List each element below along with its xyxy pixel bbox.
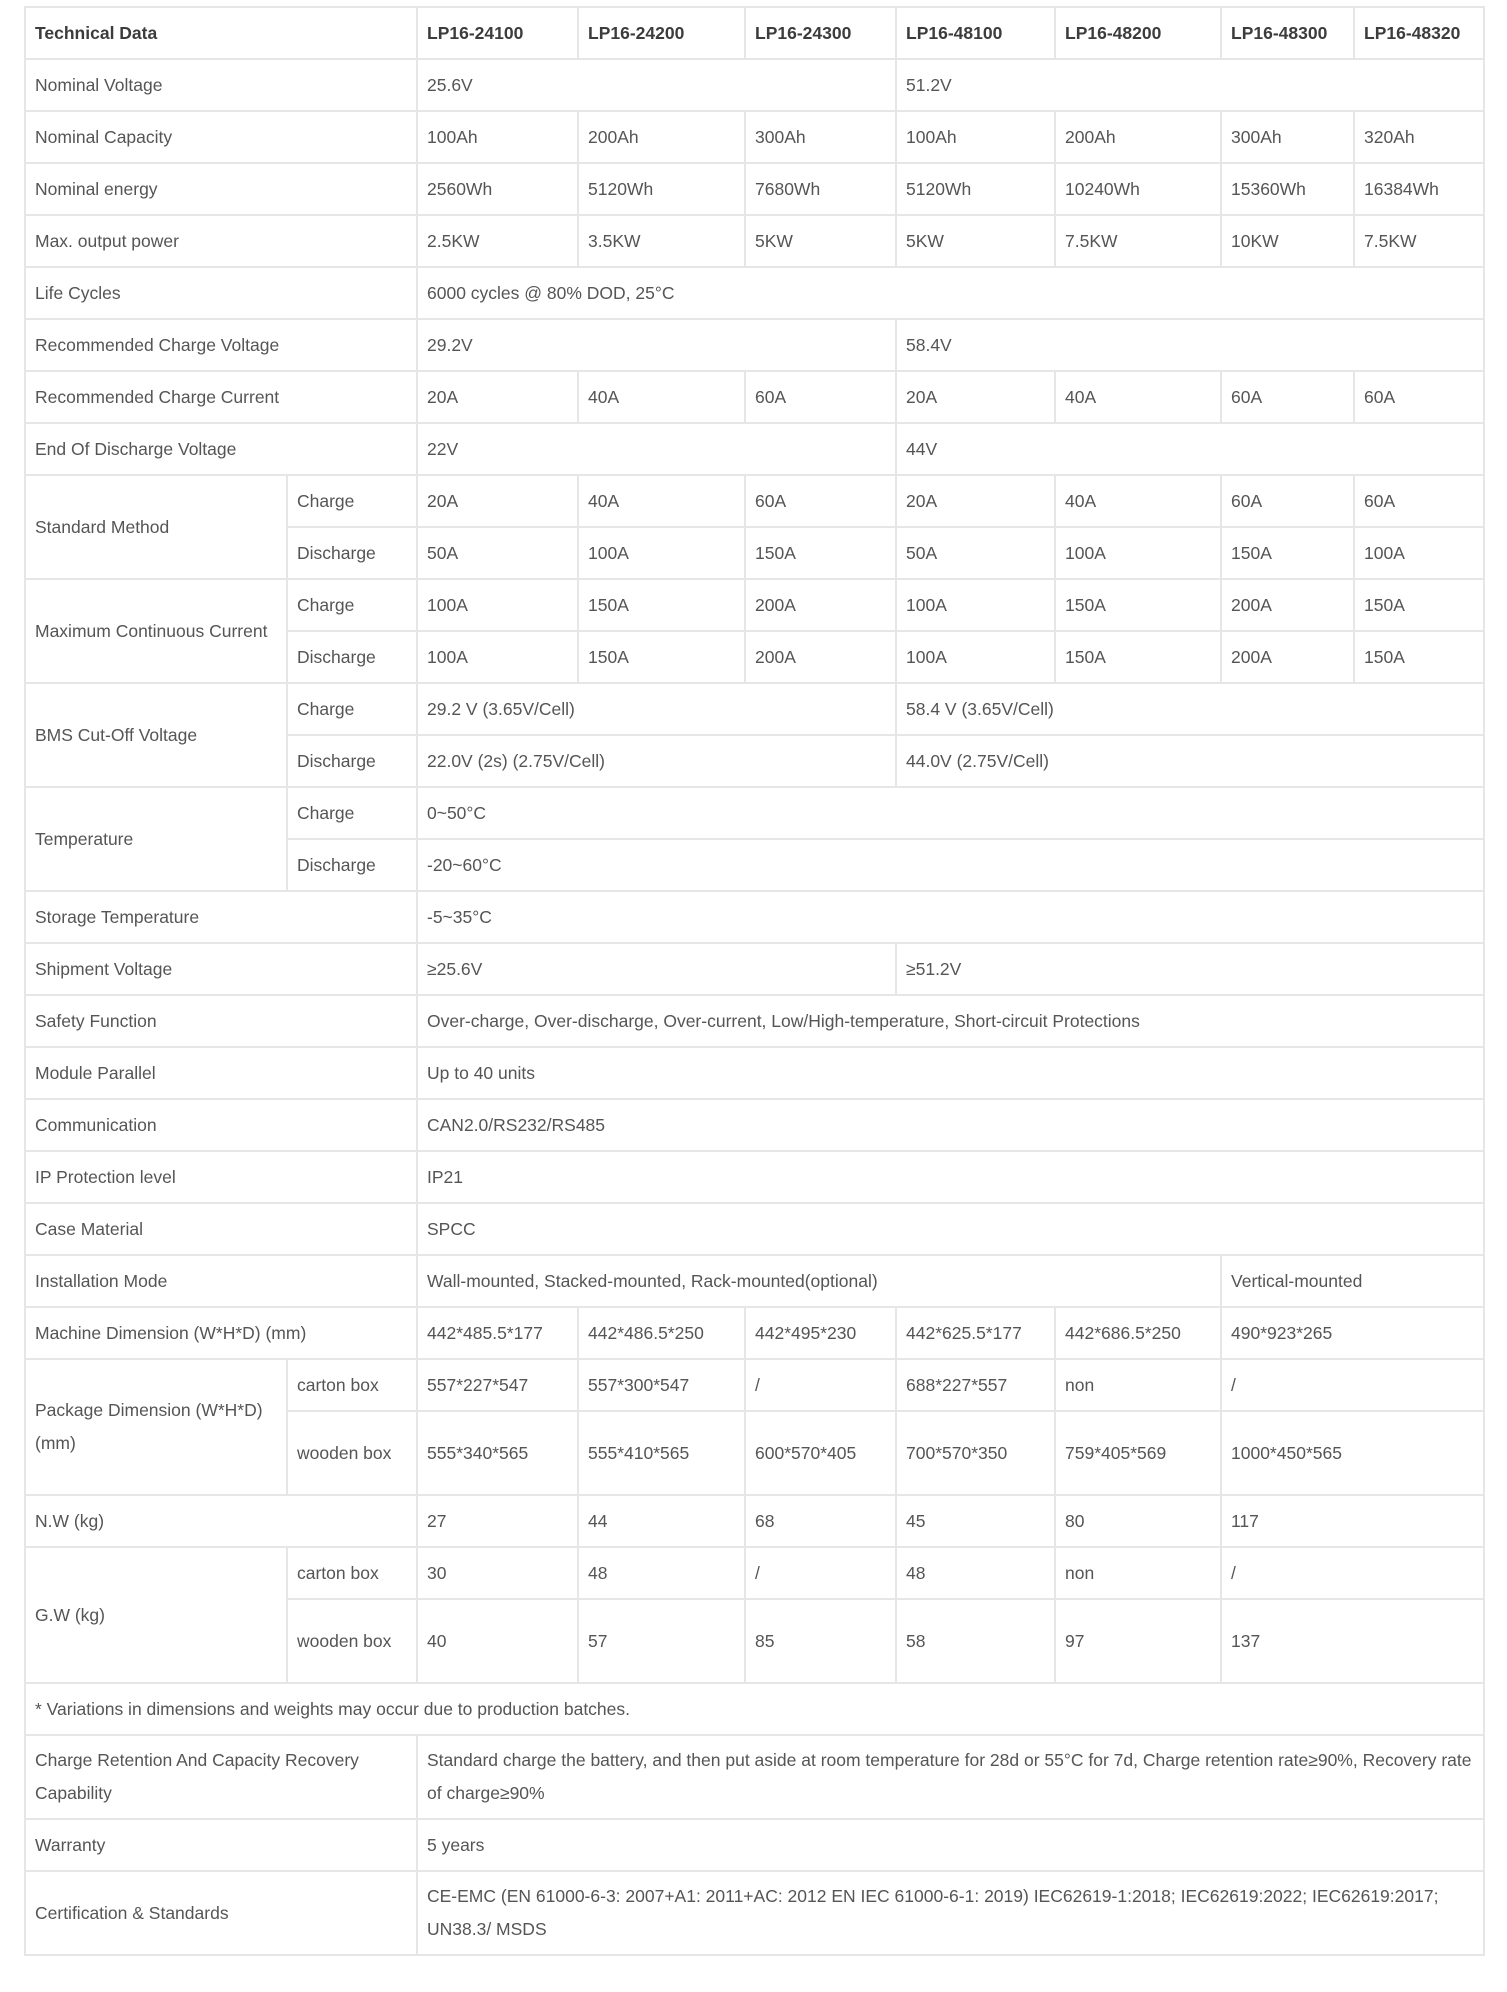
cell-value: 30: [417, 1547, 578, 1599]
technical-data-table: [24, 6, 1485, 1956]
cell-value: 688*227*557: [896, 1359, 1055, 1411]
table-row: [25, 1047, 1484, 1099]
sub-label: Charge: [287, 579, 417, 631]
cell-value: 100A: [896, 579, 1055, 631]
cell-value: 29.2V: [417, 319, 896, 371]
table-row: [25, 683, 1484, 735]
table-row: [25, 1255, 1484, 1307]
model-header: LP16-24300: [745, 7, 896, 59]
row-label: BMS Cut-Off Voltage: [25, 683, 287, 787]
cell-value: Over-charge, Over-discharge, Over-current, Low/High-temperature, Short-circuit Protections: [417, 995, 1484, 1047]
cell-value: 150A: [1354, 631, 1484, 683]
table-row: [25, 319, 1484, 371]
cell-value: 490*923*265: [1221, 1307, 1484, 1359]
cell-value: 45: [896, 1495, 1055, 1547]
cell-value: 60A: [1354, 371, 1484, 423]
cell-value: 100A: [417, 579, 578, 631]
table-row: [25, 371, 1484, 423]
cell-value: /: [745, 1547, 896, 1599]
cell-value: 150A: [1055, 631, 1221, 683]
cell-value: 58.4 V (3.65V/Cell): [896, 683, 1484, 735]
cell-value: 137: [1221, 1599, 1484, 1683]
cell-value: 44V: [896, 423, 1484, 475]
table-row: [25, 891, 1484, 943]
cell-value: Up to 40 units: [417, 1047, 1484, 1099]
cell-value: 100A: [417, 631, 578, 683]
sub-label: Discharge: [287, 839, 417, 891]
cell-value: 7680Wh: [745, 163, 896, 215]
cell-value: 442*485.5*177: [417, 1307, 578, 1359]
cell-value: 5120Wh: [578, 163, 745, 215]
cell-value: 20A: [896, 371, 1055, 423]
table-row: [25, 579, 1484, 631]
cell-value: 97: [1055, 1599, 1221, 1683]
table-row: [25, 267, 1484, 319]
cell-value: 22.0V (2s) (2.75V/Cell): [417, 735, 896, 787]
cell-value: 150A: [1055, 579, 1221, 631]
cell-value: 6000 cycles @ 80% DOD, 25°C: [417, 267, 1484, 319]
cell-value: non: [1055, 1359, 1221, 1411]
cell-value: 100A: [896, 631, 1055, 683]
cell-value: 40A: [1055, 475, 1221, 527]
cell-value: 51.2V: [896, 59, 1484, 111]
row-label: Installation Mode: [25, 1255, 417, 1307]
cell-value: 555*410*565: [578, 1411, 745, 1495]
row-label: G.W (kg): [25, 1547, 287, 1683]
row-label: Warranty: [25, 1819, 417, 1871]
row-label: Nominal Capacity: [25, 111, 417, 163]
table-row: [25, 59, 1484, 111]
cell-value: 7.5KW: [1055, 215, 1221, 267]
sub-label: Charge: [287, 787, 417, 839]
cell-value: 48: [578, 1547, 745, 1599]
table-title: Technical Data: [25, 7, 417, 59]
cell-value: 20A: [417, 371, 578, 423]
cell-value: 58: [896, 1599, 1055, 1683]
row-label: Standard Method: [25, 475, 287, 579]
row-label: Life Cycles: [25, 267, 417, 319]
row-label: End Of Discharge Voltage: [25, 423, 417, 475]
model-header: LP16-24100: [417, 7, 578, 59]
table-row: [25, 111, 1484, 163]
cell-value: 29.2 V (3.65V/Cell): [417, 683, 896, 735]
cell-value: 200A: [1221, 631, 1354, 683]
table-row: [25, 1683, 1484, 1735]
cell-value: 600*570*405: [745, 1411, 896, 1495]
table-row: [25, 1495, 1484, 1547]
cell-value: 700*570*350: [896, 1411, 1055, 1495]
cell-value: /: [745, 1359, 896, 1411]
cell-value: 2.5KW: [417, 215, 578, 267]
cell-value: 60A: [745, 371, 896, 423]
cell-value: 100A: [1055, 527, 1221, 579]
cell-value: 100A: [578, 527, 745, 579]
row-label: Package Dimension (W*H*D) (mm): [25, 1359, 287, 1495]
row-label: Communication: [25, 1099, 417, 1151]
table-row: [25, 1871, 1484, 1955]
table-row: [25, 1735, 1484, 1819]
cell-value: 44: [578, 1495, 745, 1547]
cell-value: CAN2.0/RS232/RS485: [417, 1099, 1484, 1151]
cell-value: 200Ah: [1055, 111, 1221, 163]
sub-label: Discharge: [287, 527, 417, 579]
sub-label: wooden box: [287, 1599, 417, 1683]
cell-value: Wall-mounted, Stacked-mounted, Rack-mounted(optional): [417, 1255, 1221, 1307]
cell-value: -5~35°C: [417, 891, 1484, 943]
cell-value: 200A: [745, 579, 896, 631]
cell-value: 5KW: [896, 215, 1055, 267]
cell-value: 5120Wh: [896, 163, 1055, 215]
cell-value: 85: [745, 1599, 896, 1683]
row-label: Nominal Voltage: [25, 59, 417, 111]
table-row: [25, 1203, 1484, 1255]
table-row: [25, 215, 1484, 267]
cell-value: 200Ah: [578, 111, 745, 163]
cell-value: 68: [745, 1495, 896, 1547]
variation-note: * Variations in dimensions and weights may occur due to production batches.: [25, 1683, 1484, 1735]
cell-value: 60A: [1221, 371, 1354, 423]
cell-value: 58.4V: [896, 319, 1484, 371]
cell-value: 10KW: [1221, 215, 1354, 267]
cell-value: 1000*450*565: [1221, 1411, 1484, 1495]
table-row: [25, 995, 1484, 1047]
sub-label: Charge: [287, 683, 417, 735]
table-row: [25, 1359, 1484, 1411]
cell-value: /: [1221, 1359, 1484, 1411]
cell-value: 20A: [417, 475, 578, 527]
cell-value: 40A: [1055, 371, 1221, 423]
model-header: LP16-48320: [1354, 7, 1484, 59]
sub-label: Discharge: [287, 735, 417, 787]
row-label: Charge Retention And Capacity Recovery Capability: [25, 1735, 417, 1819]
cell-value: 150A: [1354, 579, 1484, 631]
cell-value: 100Ah: [417, 111, 578, 163]
cell-value: 50A: [417, 527, 578, 579]
row-label: Nominal energy: [25, 163, 417, 215]
cell-value: 150A: [745, 527, 896, 579]
row-label: Module Parallel: [25, 1047, 417, 1099]
table-row: [25, 1151, 1484, 1203]
sub-label: wooden box: [287, 1411, 417, 1495]
cell-value: 300Ah: [745, 111, 896, 163]
cell-value: 442*686.5*250: [1055, 1307, 1221, 1359]
model-header: LP16-48100: [896, 7, 1055, 59]
row-label: Recommended Charge Voltage: [25, 319, 417, 371]
cell-value: 48: [896, 1547, 1055, 1599]
cell-value: 0~50°C: [417, 787, 1484, 839]
cell-value: 5 years: [417, 1819, 1484, 1871]
cell-value: 20A: [896, 475, 1055, 527]
cell-value: 557*227*547: [417, 1359, 578, 1411]
cell-value: 60A: [1221, 475, 1354, 527]
cell-value: 7.5KW: [1354, 215, 1484, 267]
cell-value: 40A: [578, 371, 745, 423]
cell-value: 15360Wh: [1221, 163, 1354, 215]
table-row: [25, 475, 1484, 527]
sub-label: carton box: [287, 1547, 417, 1599]
cell-value: 25.6V: [417, 59, 896, 111]
model-header: LP16-24200: [578, 7, 745, 59]
cell-value: 555*340*565: [417, 1411, 578, 1495]
cell-value: 117: [1221, 1495, 1484, 1547]
row-label: IP Protection level: [25, 1151, 417, 1203]
cell-value: 100A: [1354, 527, 1484, 579]
sub-label: Discharge: [287, 631, 417, 683]
sub-label: carton box: [287, 1359, 417, 1411]
cell-value: 60A: [1354, 475, 1484, 527]
table-row: [25, 943, 1484, 995]
cell-value: 150A: [578, 579, 745, 631]
table-row: [25, 1819, 1484, 1871]
cell-value: 200A: [745, 631, 896, 683]
cell-value: 5KW: [745, 215, 896, 267]
cell-value: 50A: [896, 527, 1055, 579]
table-row: [25, 1307, 1484, 1359]
cell-value: 40: [417, 1599, 578, 1683]
table-row: [25, 1099, 1484, 1151]
model-header: LP16-48300: [1221, 7, 1354, 59]
cell-value: /: [1221, 1547, 1484, 1599]
spec-table-container: [24, 6, 1483, 1956]
row-label: Case Material: [25, 1203, 417, 1255]
cell-value: 100Ah: [896, 111, 1055, 163]
table-row: [25, 423, 1484, 475]
header-row: [25, 7, 1484, 59]
cell-value: 80: [1055, 1495, 1221, 1547]
model-header: LP16-48200: [1055, 7, 1221, 59]
cell-value: 22V: [417, 423, 896, 475]
row-label: N.W (kg): [25, 1495, 417, 1547]
cell-value: 40A: [578, 475, 745, 527]
cell-value: 300Ah: [1221, 111, 1354, 163]
row-label: Maximum Continuous Current: [25, 579, 287, 683]
cell-value: 57: [578, 1599, 745, 1683]
cell-value: 200A: [1221, 579, 1354, 631]
cell-value: IP21: [417, 1151, 1484, 1203]
cell-value: ≥51.2V: [896, 943, 1484, 995]
cell-value: 442*486.5*250: [578, 1307, 745, 1359]
cell-value: non: [1055, 1547, 1221, 1599]
cell-value: 10240Wh: [1055, 163, 1221, 215]
cell-value: 16384Wh: [1354, 163, 1484, 215]
cell-value: 557*300*547: [578, 1359, 745, 1411]
table-row: [25, 787, 1484, 839]
cell-value: 150A: [578, 631, 745, 683]
row-label: Safety Function: [25, 995, 417, 1047]
sub-label: Charge: [287, 475, 417, 527]
row-label: Max. output power: [25, 215, 417, 267]
row-label: Certification & Standards: [25, 1871, 417, 1955]
cell-value: 2560Wh: [417, 163, 578, 215]
cell-value: 27: [417, 1495, 578, 1547]
cell-value: SPCC: [417, 1203, 1484, 1255]
cell-value: 320Ah: [1354, 111, 1484, 163]
table-row: [25, 163, 1484, 215]
cell-value: 150A: [1221, 527, 1354, 579]
cell-value: 60A: [745, 475, 896, 527]
cell-value: 442*495*230: [745, 1307, 896, 1359]
cell-value: 759*405*569: [1055, 1411, 1221, 1495]
row-label: Machine Dimension (W*H*D) (mm): [25, 1307, 417, 1359]
row-label: Shipment Voltage: [25, 943, 417, 995]
cell-value: 442*625.5*177: [896, 1307, 1055, 1359]
cell-value: Standard charge the battery, and then put aside at room temperature for 28d or 55°C for 7d, Charge retention rate≥90%, Recovery rate of charge≥90%: [417, 1735, 1484, 1819]
cell-value: 44.0V (2.75V/Cell): [896, 735, 1484, 787]
cell-value: 3.5KW: [578, 215, 745, 267]
cell-value: ≥25.6V: [417, 943, 896, 995]
row-label: Recommended Charge Current: [25, 371, 417, 423]
table-row: [25, 1547, 1484, 1599]
row-label: Temperature: [25, 787, 287, 891]
row-label: Storage Temperature: [25, 891, 417, 943]
cell-value: Vertical-mounted: [1221, 1255, 1484, 1307]
cell-value: CE-EMC (EN 61000-6-3: 2007+A1: 2011+AC: 2012 EN IEC 61000-6-1: 2019) IEC62619-1:2018; IEC62619:2022; IEC62619:2017; UN38.3/ MSDS: [417, 1871, 1484, 1955]
cell-value: -20~60°C: [417, 839, 1484, 891]
